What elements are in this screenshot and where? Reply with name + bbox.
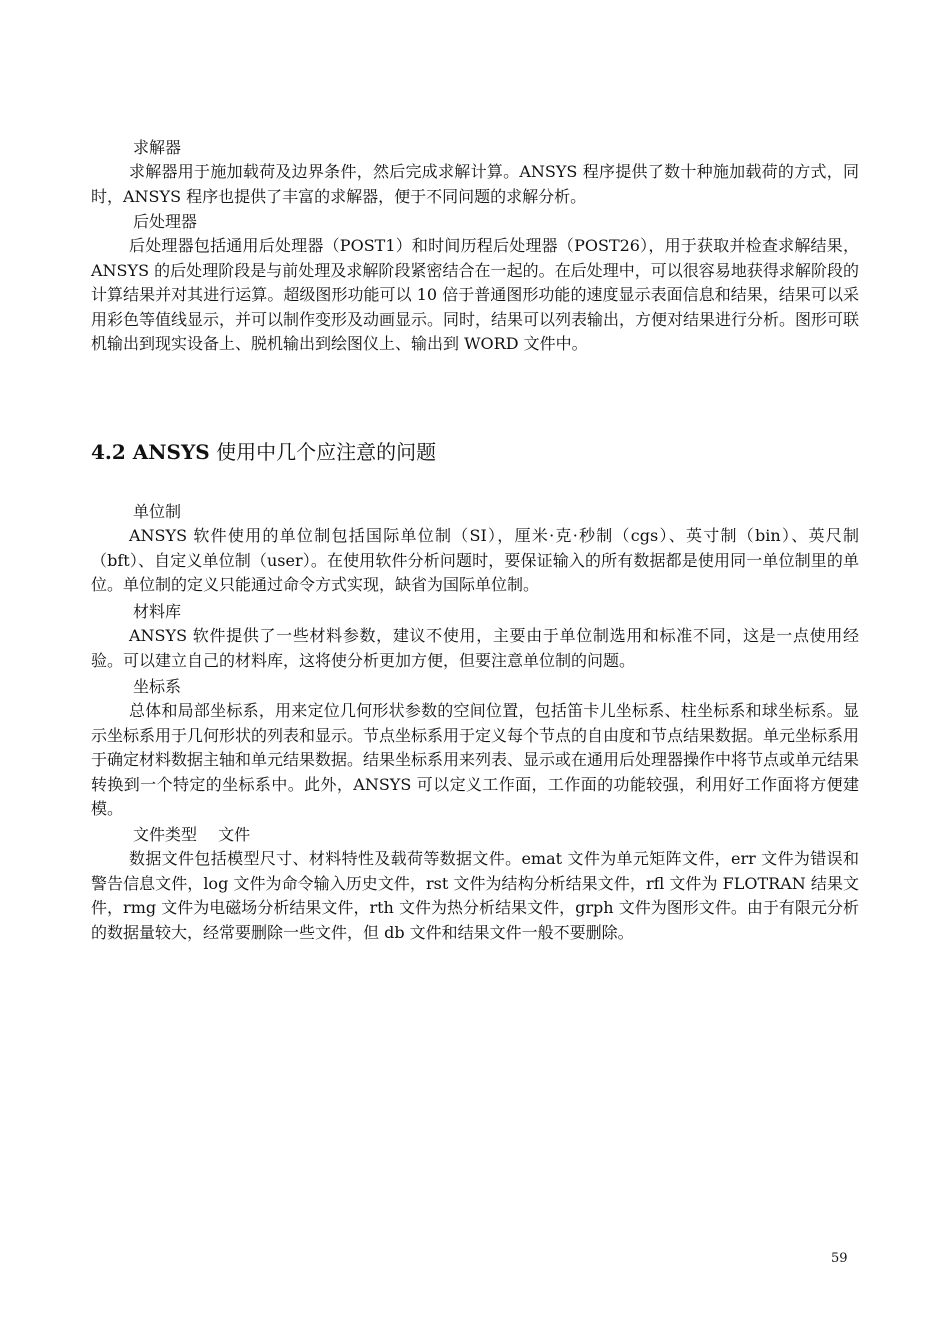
coordinate-heading: 坐标系 xyxy=(133,677,182,696)
section-title-text: 使用中几个应注意的问题 xyxy=(209,440,437,464)
coordinate-paragraph: 总体和局部坐标系，用来定位几何形状参数的空间位置，包括笛卡儿坐标系、柱坐标系和球坐标系。显示坐标系用于几何形状的列表和显示。节点坐标系用于定义每个节点的自由度和节点结果数据。单元坐标系用于确定材料数据主轴和单元结果数据。结果坐标系用来列表、显示或在通用后处理器操作中将节点或单元结果转换到一个特定的坐标系中。此外，ANSYS 可以定义工作面，工作面的功能较强，利用好工作面将方便建模。 xyxy=(91,701,860,819)
file-types-paragraph: 数据文件包括模型尺寸、材料特性及载荷等数据文件。emat 文件为单元矩阵文件，err 文件为错误和警告信息文件，log 文件为命令输入历史文件，rst 文件为结构分析结果文件，rfl 文件为 FLOTRAN 结果文件，rmg 文件为电磁场分析结果文件，rth 文件为热分析结果文件，grph 文件为图形文件。由于有限元分析的数据量较大，经常要删除一些文件，但 db 文件和结果文件一般不要删除。 xyxy=(91,849,859,942)
page-number: 59 xyxy=(831,1251,848,1266)
material-paragraph: ANSYS 软件提供了一些材料参数，建议不使用，主要由于单位制选用和标准不同，这是一点使用经验。可以建立自己的材料库，这将使分析更加方便，但要注意单位制的问题。 xyxy=(91,626,859,670)
file-types-heading: 文件类型 文件 xyxy=(133,825,251,844)
material-heading: 材料库 xyxy=(133,602,182,621)
section-title xyxy=(91,437,436,467)
units-paragraph: ANSYS 软件使用的单位制包括国际单位制（SI），厘米·克·秒制（cgs）、英寸制（bin）、英尺制（bft）、自定义单位制（user）。在使用软件分析问题时，要保证输入的所有数据都是使用同一单位制里的单位。单位制的定义只能通过命令方式实现，缺省为国际单位制。 xyxy=(91,526,859,595)
postprocessor-heading: 后处理器 xyxy=(133,212,198,231)
solver-heading: 求解器 xyxy=(133,138,182,157)
solver-paragraph: 求解器用于施加载荷及边界条件，然后完成求解计算。ANSYS 程序提供了数十种施加载荷的方式，同时，ANSYS 程序也提供了丰富的求解器，便于不同问题的求解分析。 xyxy=(91,162,859,206)
section-number: 4.2 ANSYS xyxy=(91,440,210,464)
units-heading: 单位制 xyxy=(133,502,182,521)
postprocessor-paragraph: 后处理器包括通用后处理器（POST1）和时间历程后处理器（POST26），用于获取并检查求解结果，ANSYS 的后处理阶段是与前处理及求解阶段紧密结合在一起的。在后处理中，可以很容易地获得求解阶段的计算结果并对其进行运算。超级图形功能可以 10 倍于普通图形功能的速度显示表面信息和结果，结果可以采用彩色等值线显示，并可以制作变形及动画显示。同时，结果可以列表输出，方便对结果进行分析。图形可联机输出到现实设备上、脱机输出到绘图仪上、输出到 WORD 文件中。 xyxy=(91,236,860,354)
